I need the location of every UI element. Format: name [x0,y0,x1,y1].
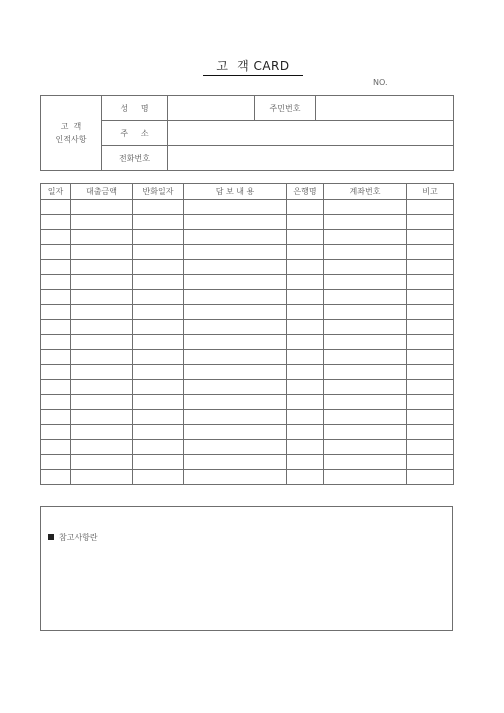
ledger-body [41,200,454,485]
table-row [41,275,454,290]
table-cell[interactable] [41,320,71,335]
table-cell[interactable] [71,380,133,395]
table-row [41,440,454,455]
table-cell[interactable] [287,230,324,245]
column-header-bank: 은행명 [287,184,324,200]
table-cell[interactable] [133,425,184,440]
table-cell[interactable] [133,245,184,260]
table-cell[interactable] [71,245,133,260]
table-cell[interactable] [71,260,133,275]
table-cell[interactable] [324,200,407,215]
table-cell[interactable] [184,215,287,230]
table-cell[interactable] [41,440,71,455]
table-cell[interactable] [324,350,407,365]
table-cell[interactable] [287,395,324,410]
table-cell[interactable] [407,455,454,470]
table-cell[interactable] [133,230,184,245]
table-cell[interactable] [324,230,407,245]
table-row [41,320,454,335]
table-cell[interactable] [287,245,324,260]
table-cell[interactable] [287,200,324,215]
table-cell[interactable] [184,395,287,410]
table-cell[interactable] [287,380,324,395]
table-cell[interactable] [71,395,133,410]
table-cell[interactable] [184,335,287,350]
table-cell[interactable] [407,275,454,290]
table-cell[interactable] [324,335,407,350]
table-cell[interactable] [133,410,184,425]
table-row [41,455,454,470]
table-cell[interactable] [324,380,407,395]
table-cell[interactable] [407,290,454,305]
table-cell[interactable] [133,335,184,350]
customer-info-group-label [41,96,102,171]
table-cell[interactable] [407,335,454,350]
table-cell[interactable] [287,470,324,485]
table-cell[interactable] [287,455,324,470]
ledger-header-row [41,184,454,200]
table-cell[interactable] [407,440,454,455]
memo-box[interactable] [40,506,453,631]
table-cell[interactable] [133,440,184,455]
table-cell[interactable] [324,470,407,485]
table-cell[interactable] [184,230,287,245]
address-label: 주 소 [102,121,168,146]
memo-label-wrap [48,532,98,543]
table-cell[interactable] [71,350,133,365]
table-cell[interactable] [324,260,407,275]
table-cell[interactable] [324,245,407,260]
table-cell[interactable] [407,410,454,425]
table-cell[interactable] [71,290,133,305]
loan-ledger-table [40,183,454,485]
table-cell[interactable] [71,275,133,290]
table-cell[interactable] [184,365,287,380]
table-cell[interactable] [41,200,71,215]
column-header-remarks: 비고 [407,184,454,200]
phone-label: 전화번호 [102,146,168,171]
table-cell[interactable] [71,320,133,335]
table-cell[interactable] [133,350,184,365]
table-cell[interactable] [287,320,324,335]
table-row [41,245,454,260]
table-cell[interactable] [287,260,324,275]
table-row [41,290,454,305]
table-cell[interactable] [133,275,184,290]
column-header-date: 일자 [41,184,71,200]
table-cell[interactable] [71,440,133,455]
table-row [41,395,454,410]
table-cell[interactable] [71,200,133,215]
table-cell[interactable] [407,365,454,380]
table-cell[interactable] [324,275,407,290]
table-cell[interactable] [41,245,71,260]
table-row [41,200,454,215]
table-cell[interactable] [324,425,407,440]
table-cell[interactable] [324,455,407,470]
table-cell[interactable] [133,470,184,485]
table-cell[interactable] [41,350,71,365]
table-cell[interactable] [184,290,287,305]
table-cell[interactable] [287,275,324,290]
table-cell[interactable] [407,395,454,410]
table-cell[interactable] [133,200,184,215]
table-cell[interactable] [287,350,324,365]
table-cell[interactable] [71,230,133,245]
table-cell[interactable] [184,305,287,320]
table-cell[interactable] [184,470,287,485]
table-row [41,365,454,380]
table-cell[interactable] [287,440,324,455]
table-cell[interactable] [133,365,184,380]
table-cell[interactable] [287,290,324,305]
table-cell[interactable] [324,320,407,335]
table-cell[interactable] [184,425,287,440]
table-cell[interactable] [407,470,454,485]
table-cell[interactable] [407,380,454,395]
table-row [41,335,454,350]
table-row [41,215,454,230]
table-cell[interactable] [133,215,184,230]
table-cell[interactable] [407,425,454,440]
table-cell[interactable] [324,395,407,410]
table-cell[interactable] [407,200,454,215]
group-label-line1: 고 객 [60,122,82,131]
table-cell[interactable] [41,290,71,305]
table-cell[interactable] [324,305,407,320]
table-cell[interactable] [133,380,184,395]
table-row [41,230,454,245]
table-cell[interactable] [324,440,407,455]
table-cell[interactable] [41,425,71,440]
table-cell[interactable] [184,320,287,335]
table-cell[interactable] [407,350,454,365]
table-cell[interactable] [41,395,71,410]
table-row [41,260,454,275]
table-cell[interactable] [407,260,454,275]
column-header-return-date: 반화일자 [133,184,184,200]
table-cell[interactable] [71,470,133,485]
table-cell[interactable] [407,305,454,320]
table-row [41,305,454,320]
group-label-line2: 인적사항 [55,135,87,144]
table-cell[interactable] [71,365,133,380]
memo-label: 참고사항란 [59,533,98,542]
table-row [41,425,454,440]
table-cell[interactable] [41,380,71,395]
table-cell[interactable] [41,230,71,245]
table-cell[interactable] [407,320,454,335]
name-label: 성 명 [102,96,168,121]
table-cell[interactable] [287,335,324,350]
table-cell[interactable] [133,305,184,320]
table-cell[interactable] [184,200,287,215]
table-cell[interactable] [407,230,454,245]
table-cell[interactable] [133,320,184,335]
black-square-icon [48,534,54,540]
table-cell[interactable] [41,365,71,380]
column-header-account: 계좌번호 [324,184,407,200]
table-cell[interactable] [133,260,184,275]
table-cell[interactable] [41,470,71,485]
column-header-collateral: 담 보 내 용 [184,184,287,200]
name-field[interactable] [168,96,255,121]
table-cell[interactable] [287,215,324,230]
table-cell[interactable] [184,260,287,275]
table-cell[interactable] [184,245,287,260]
table-cell[interactable] [41,275,71,290]
table-cell[interactable] [184,275,287,290]
table-cell[interactable] [324,215,407,230]
table-cell[interactable] [184,350,287,365]
address-field[interactable] [168,121,454,146]
table-cell[interactable] [287,410,324,425]
table-cell[interactable] [133,395,184,410]
table-cell[interactable] [71,455,133,470]
table-cell[interactable] [41,260,71,275]
table-cell[interactable] [41,455,71,470]
table-row [41,410,454,425]
table-row [41,380,454,395]
table-cell[interactable] [407,245,454,260]
page-title: 고 객 CARD [203,59,303,76]
phone-field[interactable] [168,146,454,171]
table-cell[interactable] [324,365,407,380]
table-row [41,350,454,365]
resident-number-field[interactable] [316,96,454,121]
table-cell[interactable] [71,410,133,425]
table-cell[interactable] [41,410,71,425]
table-cell[interactable] [71,305,133,320]
table-cell[interactable] [324,410,407,425]
table-cell[interactable] [324,290,407,305]
table-row [41,470,454,485]
column-header-loan-amount: 대출금액 [71,184,133,200]
table-cell[interactable] [41,215,71,230]
table-cell[interactable] [41,305,71,320]
table-cell[interactable] [71,425,133,440]
table-cell[interactable] [287,425,324,440]
table-cell[interactable] [133,290,184,305]
table-cell[interactable] [71,215,133,230]
table-cell[interactable] [287,305,324,320]
table-cell[interactable] [184,410,287,425]
customer-info-table [40,95,454,171]
table-cell[interactable] [133,455,184,470]
table-cell[interactable] [184,455,287,470]
table-cell[interactable] [41,335,71,350]
table-cell[interactable] [71,335,133,350]
resident-number-label: 주민번호 [255,96,316,121]
table-cell[interactable] [287,365,324,380]
card-number-label: NO. [373,78,388,87]
table-cell[interactable] [184,440,287,455]
table-cell[interactable] [407,215,454,230]
table-cell[interactable] [184,380,287,395]
